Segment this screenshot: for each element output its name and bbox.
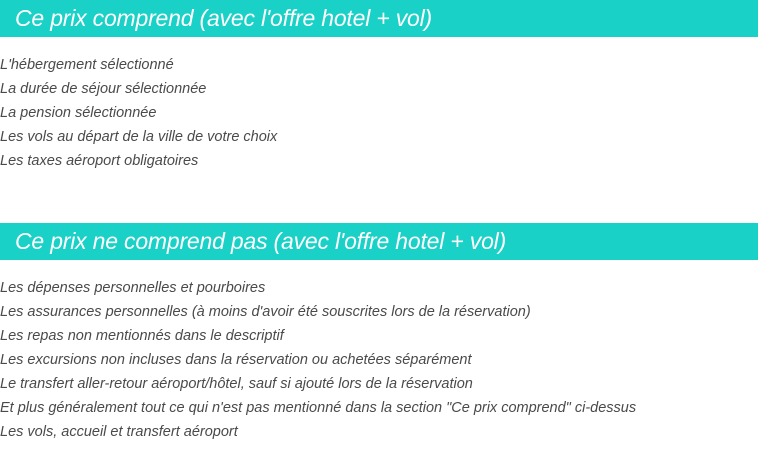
includes-list-item: L'hébergement sélectionné: [0, 57, 174, 73]
excludes-list: [0, 276, 636, 444]
includes-section-header: [0, 0, 758, 37]
includes-list: [0, 53, 277, 173]
includes-list-item: La pension sélectionnée: [0, 105, 157, 121]
excludes-list-item: Les dépenses personnelles et pourboires: [0, 280, 266, 296]
excludes-section-header: [0, 223, 758, 260]
excludes-section-title: Ce prix ne comprend pas (avec l'offre hotel + vol): [15, 228, 507, 254]
excludes-list-item: Les repas non mentionnés dans le descriptif: [0, 328, 284, 344]
excludes-list-item: Les excursions non incluses dans la réservation ou achetées séparément: [0, 352, 472, 368]
excludes-list-item: Les assurances personnelles (à moins d'avoir été souscrites lors de la réservation): [0, 304, 531, 320]
includes-list-item: Les taxes aéroport obligatoires: [0, 153, 199, 169]
excludes-list-item: Et plus généralement tout ce qui n'est pas mentionné dans la section "Ce prix comprend" ci-dessus: [0, 400, 637, 416]
includes-list-item: La durée de séjour sélectionnée: [0, 81, 207, 97]
excludes-list-item: Les vols, accueil et transfert aéroport: [0, 424, 238, 440]
excludes-list-item: Le transfert aller-retour aéroport/hôtel, sauf si ajouté lors de la réservation: [0, 376, 473, 392]
includes-list-item: Les vols au départ de la ville de votre choix: [0, 129, 278, 145]
includes-section-title: Ce prix comprend (avec l'offre hotel + vol): [15, 5, 433, 31]
